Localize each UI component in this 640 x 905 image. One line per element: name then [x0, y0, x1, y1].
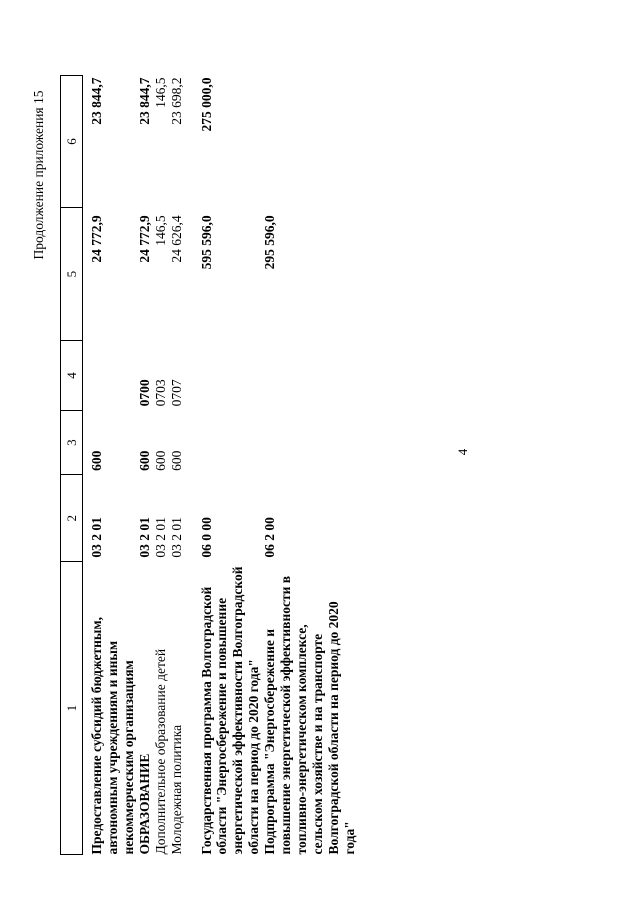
row-name: Предоставление субсидий бюджетным, автономным учреждениям и иным некоммерческим организациям — [89, 617, 136, 855]
column-header: 3 — [61, 410, 83, 475]
page-number: 4 — [455, 448, 470, 456]
row-value-col5: 146,5 — [152, 215, 168, 246]
column-header: 6 — [61, 76, 83, 208]
row-name: Молодежная политика — [168, 724, 184, 855]
row-section-code — [262, 341, 358, 411]
row-section-code — [83, 341, 137, 411]
row-target-code: 06 0 00 — [198, 517, 214, 558]
table-row — [137, 76, 153, 855]
row-value-col5: 595 596,0 — [198, 215, 214, 270]
appendix-continuation-note: Продолжение приложения 15 — [31, 90, 46, 260]
table-row — [169, 76, 185, 855]
row-section-code: 0700 — [136, 379, 152, 407]
row-value-col5: 24 772,9 — [89, 215, 104, 263]
row-section-code — [199, 341, 263, 411]
row-target-code: 03 2 01 — [136, 517, 152, 558]
row-target-code: 03 2 01 — [152, 517, 168, 558]
column-header: 5 — [61, 207, 83, 340]
row-kind-code — [262, 410, 358, 475]
budget-table — [60, 75, 358, 855]
table-row — [153, 76, 169, 855]
row-value-col6: 23 698,2 — [168, 77, 184, 125]
row-name: ОБРАЗОВАНИЕ — [136, 753, 152, 855]
row-name: Дополнительное образование детей — [152, 648, 168, 855]
row-kind-code: 600 — [89, 450, 104, 471]
row-name: Подпрограмма "Энергосбережение и повышение энергетической эффективности в топливно-энергетическом комплексе, сельском хозяйстве и на транспорте Волгоградской области на период до 2020 года" — [262, 575, 357, 855]
table-row — [83, 76, 137, 855]
row-kind-code — [199, 410, 263, 475]
spacer-row — [185, 76, 199, 855]
budget-sheet — [60, 75, 620, 855]
row-section-code: 0703 — [152, 379, 168, 407]
row-value-col6: 23 844,7 — [136, 77, 152, 125]
row-value-col6: 146,5 — [152, 77, 168, 108]
column-header: 2 — [61, 475, 83, 562]
column-header-row — [61, 76, 83, 855]
table-row — [262, 76, 358, 855]
row-target-code: 03 2 01 — [168, 517, 184, 558]
row-target-code: 06 2 00 — [262, 517, 278, 558]
row-target-code: 03 2 01 — [89, 517, 104, 558]
column-header: 1 — [61, 562, 83, 855]
row-value-col5: 24 772,9 — [136, 215, 152, 263]
row-value-col6: 275 000,0 — [198, 77, 214, 132]
row-kind-code: 600 — [152, 450, 168, 471]
row-kind-code: 600 — [168, 450, 184, 471]
row-value-col5: 295 596,0 — [262, 215, 278, 270]
row-value-col6: 23 844,7 — [89, 77, 104, 125]
row-name: Государственная программа Волгоградской области "Энергосбережение и повышение энергетической эффективности Волгоградской области на период до 2020 года" — [198, 566, 262, 855]
row-kind-code: 600 — [136, 450, 152, 471]
table-row — [199, 76, 263, 855]
row-value-col5: 24 626,4 — [168, 215, 184, 263]
row-value-col6 — [262, 76, 358, 208]
row-section-code: 0707 — [168, 379, 184, 407]
column-header: 4 — [61, 341, 83, 411]
